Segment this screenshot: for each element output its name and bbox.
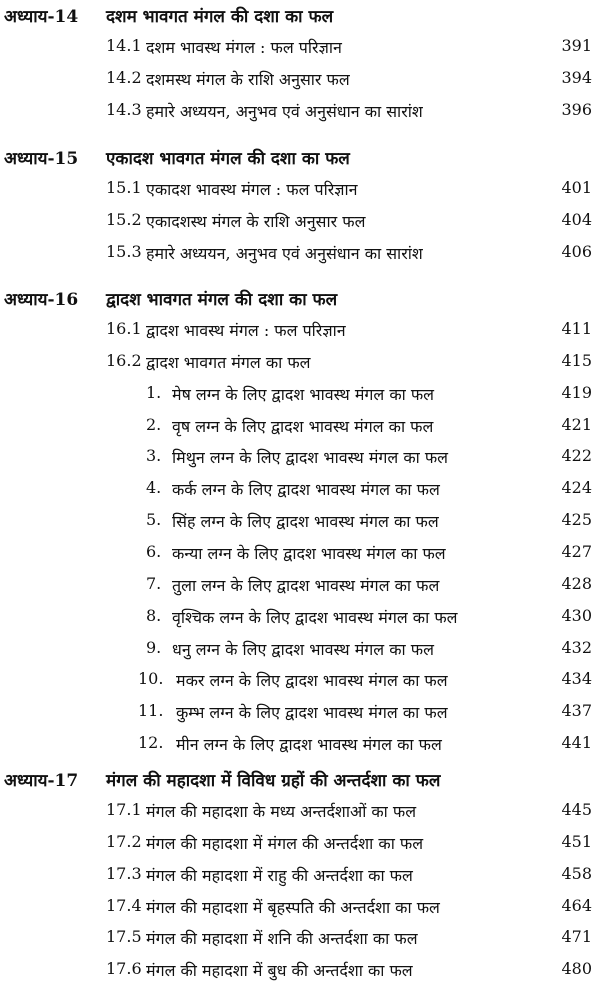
entry-number: 5. xyxy=(146,510,162,530)
chapter-heading xyxy=(0,764,600,796)
sub-entry xyxy=(0,472,600,504)
page-number: 425 xyxy=(561,510,592,530)
sub-entry xyxy=(0,632,600,664)
entry-title: मंगल की महादशा में बुध की अन्तर्दशा का फल xyxy=(146,961,413,981)
page-number: 480 xyxy=(561,959,592,979)
toc-entry xyxy=(0,858,600,890)
entry-title: द्वादश भावगत मंगल का फल xyxy=(146,352,311,372)
entry-number: 7. xyxy=(146,573,162,593)
entry-number: 16.2 xyxy=(106,350,142,370)
toc-entry xyxy=(0,794,600,826)
toc-entry xyxy=(0,172,600,204)
page-number: 471 xyxy=(561,927,592,947)
page-number: 394 xyxy=(561,67,592,87)
page-number: 421 xyxy=(561,414,592,434)
entry-number: 14.1 xyxy=(106,36,142,55)
sub-entry xyxy=(0,600,600,632)
chapter-title: द्वादश भावगत मंगल की दशा का फल xyxy=(106,290,338,310)
entry-number: 17.3 xyxy=(106,863,142,883)
page-number: 437 xyxy=(561,701,592,721)
page-number: 419 xyxy=(561,382,592,402)
entry-title: धनु लग्न के लिए द्वादश भावस्थ मंगल का फल xyxy=(172,639,434,659)
sub-entry xyxy=(0,409,600,441)
page-number: 401 xyxy=(561,178,592,197)
entry-title: मिथुन लग्न के लिए द्वादश भावस्थ मंगल का फल xyxy=(172,448,449,468)
page-number: 396 xyxy=(561,99,592,119)
page-number: 464 xyxy=(561,895,592,915)
entry-title: हमारे अध्ययन, अनुभव एवं अनुसंधान का सारांश xyxy=(146,101,423,121)
sub-entry xyxy=(0,663,600,695)
entry-number: 17.6 xyxy=(106,959,142,979)
sub-entry xyxy=(0,536,600,568)
toc-entry xyxy=(0,345,600,377)
page-number: 432 xyxy=(561,637,592,657)
entry-number: 15.1 xyxy=(106,178,142,197)
entry-title: मंगल की महादशा के मध्य अन्तर्दशाओं का फल xyxy=(146,802,417,821)
page-number: 424 xyxy=(561,478,592,498)
toc-entry xyxy=(0,94,600,126)
page-number: 445 xyxy=(561,800,592,819)
entry-title: मंगल की महादशा में शनि की अन्तर्दशा का फल xyxy=(146,929,418,949)
chapter-heading xyxy=(0,142,600,174)
page-number: 451 xyxy=(561,831,592,851)
entry-number: 15.2 xyxy=(106,209,142,229)
chapter-heading xyxy=(0,283,600,315)
entry-number: 17.5 xyxy=(106,927,142,947)
sub-entry xyxy=(0,440,600,472)
page-number: 406 xyxy=(561,241,592,261)
page-number: 411 xyxy=(561,319,592,338)
entry-title: कर्क लग्न के लिए द्वादश भावस्थ मंगल का फल xyxy=(172,480,440,500)
entry-title: मकर लग्न के लिए द्वादश भावस्थ मंगल का फल xyxy=(176,671,448,691)
entry-number: 6. xyxy=(146,541,162,561)
toc-entry xyxy=(0,890,600,922)
toc-entry xyxy=(0,62,600,94)
entry-title: मीन लग्न के लिए द्वादश भावस्थ मंगल का फल xyxy=(176,735,442,755)
entry-number: 17.1 xyxy=(106,800,142,819)
sub-entry xyxy=(0,695,600,727)
chapter-label: अध्याय-17 xyxy=(4,771,79,791)
entry-number: 17.2 xyxy=(106,831,142,851)
page-number: 434 xyxy=(561,669,592,689)
entry-number: 8. xyxy=(146,605,162,625)
page-number: 441 xyxy=(561,733,592,753)
sub-entry xyxy=(0,568,600,600)
entry-number: 11. xyxy=(138,701,164,721)
entry-title: वृश्चिक लग्न के लिए द्वादश भावस्थ मंगल का फल xyxy=(172,607,458,627)
entry-title: एकादश भावस्थ मंगल : फल परिज्ञान xyxy=(146,180,358,199)
entry-title: मंगल की महादशा में बृहस्पति की अन्तर्दशा का फल xyxy=(146,897,440,917)
page-number: 427 xyxy=(561,541,592,561)
page-number: 415 xyxy=(561,350,592,370)
entry-number: 3. xyxy=(146,446,162,466)
chapter-title: एकादश भावगत मंगल की दशा का फल xyxy=(106,149,350,169)
entry-title: तुला लग्न के लिए द्वादश भावस्थ मंगल का फल xyxy=(172,575,440,595)
entry-number: 10. xyxy=(138,669,164,689)
toc-entry xyxy=(0,313,600,345)
entry-title: दशम भावस्थ मंगल : फल परिज्ञान xyxy=(146,38,342,57)
entry-number: 15.3 xyxy=(106,241,142,261)
page-number: 428 xyxy=(561,573,592,593)
toc-entry xyxy=(0,204,600,236)
chapter-label: अध्याय-15 xyxy=(4,149,79,169)
entry-title: द्वादश भावस्थ मंगल : फल परिज्ञान xyxy=(146,321,346,340)
sub-entry xyxy=(0,504,600,536)
toc-entry xyxy=(0,826,600,858)
sub-entry xyxy=(0,377,600,409)
entry-title: वृष लग्न के लिए द्वादश भावस्थ मंगल का फल xyxy=(172,416,434,436)
toc-entry xyxy=(0,30,600,62)
page-number: 391 xyxy=(561,36,592,55)
entry-number: 17.4 xyxy=(106,895,142,915)
entry-number: 9. xyxy=(146,637,162,657)
entry-title: मेष लग्न के लिए द्वादश भावस्थ मंगल का फल xyxy=(172,384,435,404)
chapter-heading xyxy=(0,0,600,32)
entry-title: एकादशस्थ मंगल के राशि अनुसार फल xyxy=(146,211,366,231)
page-number: 422 xyxy=(561,446,592,466)
entry-title: कुम्भ लग्न के लिए द्वादश भावस्थ मंगल का फल xyxy=(176,703,448,723)
chapter-label: अध्याय-16 xyxy=(4,290,79,310)
entry-title: दशमस्थ मंगल के राशि अनुसार फल xyxy=(146,69,350,89)
toc-entry xyxy=(0,921,600,953)
entry-number: 12. xyxy=(138,733,164,753)
entry-title: कन्या लग्न के लिए द्वादश भावस्थ मंगल का फल xyxy=(172,543,446,563)
entry-title: मंगल की महादशा में राहु की अन्तर्दशा का फल xyxy=(146,865,413,885)
entry-number: 14.3 xyxy=(106,99,142,119)
entry-title: हमारे अध्ययन, अनुभव एवं अनुसंधान का सारांश xyxy=(146,243,423,263)
toc-entry xyxy=(0,953,600,985)
page-number: 458 xyxy=(561,863,592,883)
entry-title: सिंह लग्न के लिए द्वादश भावस्थ मंगल का फल xyxy=(172,512,439,532)
entry-title: मंगल की महादशा में मंगल की अन्तर्दशा का फल xyxy=(146,833,424,853)
chapter-title: दशम भावगत मंगल की दशा का फल xyxy=(106,7,334,27)
page-number: 430 xyxy=(561,605,592,625)
entry-number: 4. xyxy=(146,478,162,498)
entry-number: 16.1 xyxy=(106,319,142,338)
chapter-title: मंगल की महादशा में विविध ग्रहों की अन्तर्दशा का फल xyxy=(106,771,441,791)
entry-number: 14.2 xyxy=(106,67,142,87)
chapter-label: अध्याय-14 xyxy=(4,7,79,27)
entry-number: 2. xyxy=(146,414,162,434)
page-number: 404 xyxy=(561,209,592,229)
toc-entry xyxy=(0,236,600,268)
sub-entry xyxy=(0,727,600,759)
entry-number: 1. xyxy=(146,382,162,402)
